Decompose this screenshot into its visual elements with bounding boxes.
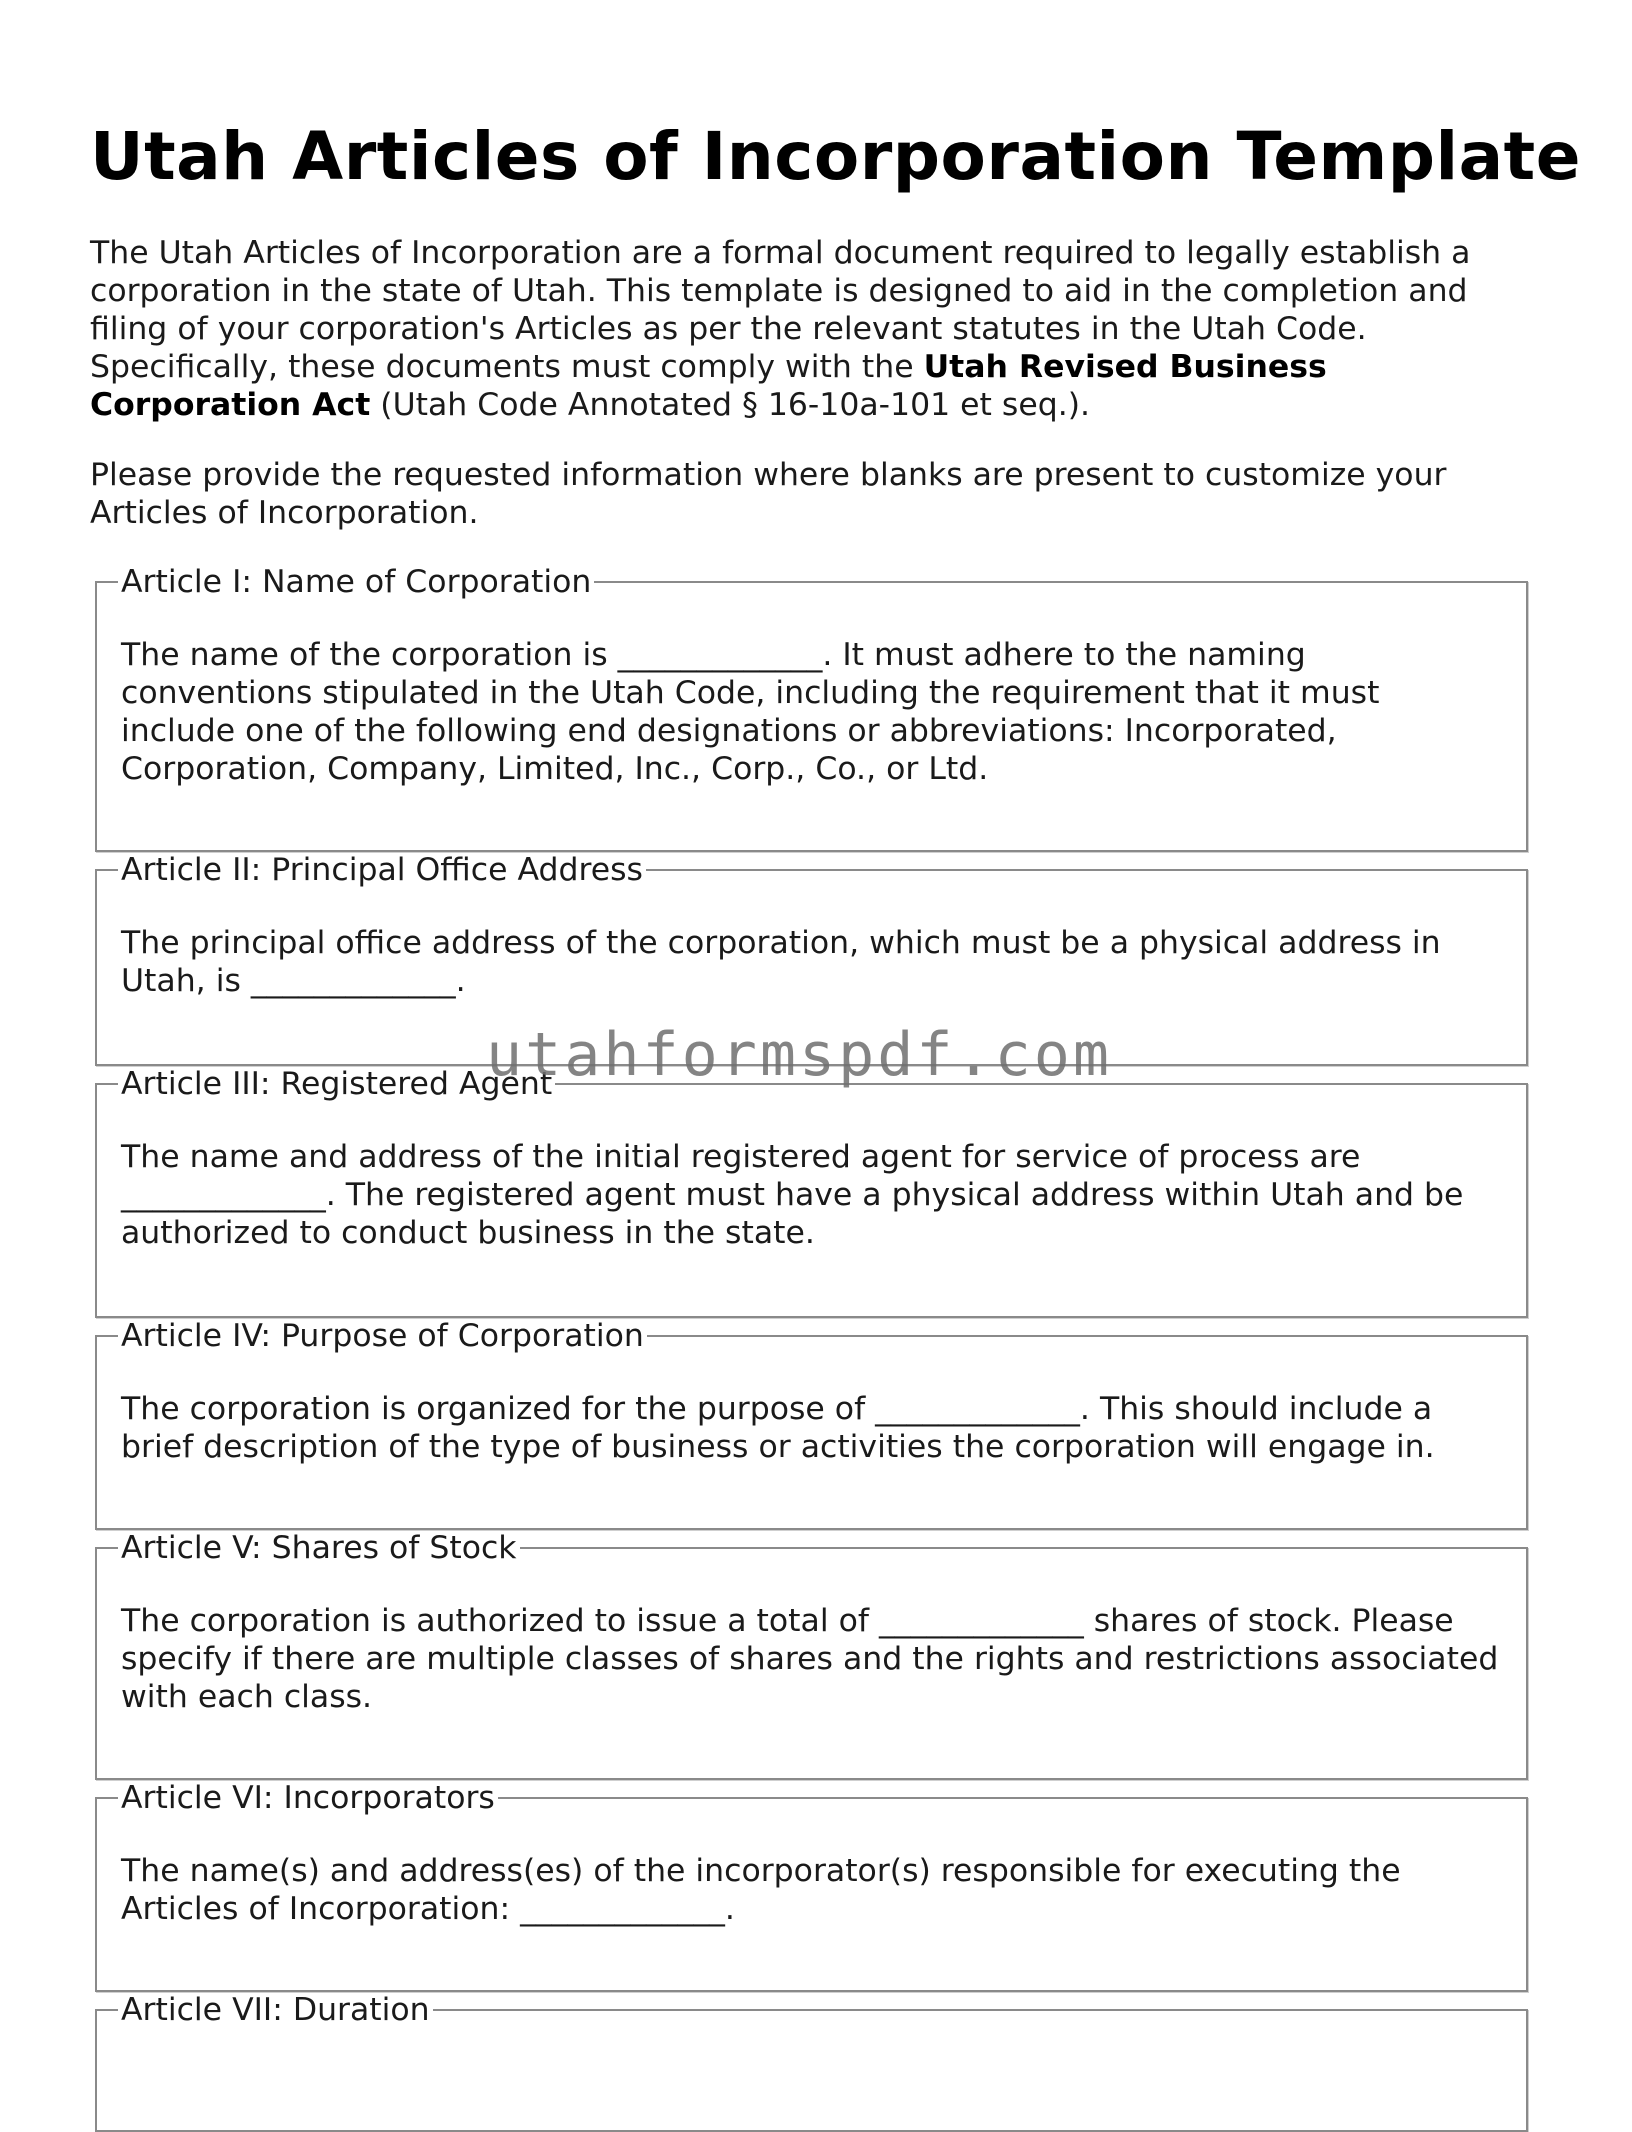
article-2-text: The principal office address of the corporation, which must be a physical address in Utah, is _____________. (121, 925, 1441, 999)
intro-text-after: (Utah Code Annotated § 16-10a-101 et seq.). (370, 387, 1091, 423)
article-7-heading: Article VII: Duration (121, 1992, 430, 2028)
article-2-section (95, 852, 1528, 1066)
article-3-section (95, 1066, 1528, 1318)
intro-paragraph (90, 234, 1540, 424)
article-5-heading: Article V: Shares of Stock (121, 1530, 517, 1566)
site-watermark: utahformspdf.com (486, 1020, 1112, 1090)
article-1-heading: Article I: Name of Corporation (121, 564, 592, 600)
article-3-text: The name and address of the initial registered agent for service of process are _____________. The registered agent must have a physical address within Utah and be authorized to conduct business in the state. (121, 1139, 1464, 1251)
article-6-text: The name(s) and address(es) of the incorporator(s) responsible for executing the Articles of Incorporation: _____________. (121, 1853, 1401, 1927)
page-title: Utah Articles of Incorporation Template (90, 118, 1581, 195)
article-2-heading: Article II: Principal Office Address (121, 852, 643, 888)
article-5-text: The corporation is authorized to issue a total of _____________ shares of stock. Please specify if there are multiple classes of shares and the rights and restrictions associated with each class. (121, 1603, 1499, 1715)
article-7-section (95, 1992, 1528, 2132)
article-5-section (95, 1530, 1528, 1780)
article-1-section (95, 564, 1528, 852)
article-4-text: The corporation is organized for the purpose of _____________. This should include a brief description of the type of business or activities the corporation will engage in. (121, 1391, 1435, 1465)
intro-act-name: Utah Revised Business Corporation Act (90, 349, 1327, 423)
instructions-paragraph: Please provide the requested information where blanks are present to customize your Articles of Incorporation. (90, 457, 1447, 531)
article-6-section (95, 1780, 1528, 1992)
article-4-heading: Article IV: Purpose of Corporation (121, 1318, 644, 1354)
article-6-heading: Article VI: Incorporators (121, 1780, 495, 1816)
article-4-section (95, 1318, 1528, 1530)
article-1-text: The name of the corporation is _____________. It must adhere to the naming conventions stipulated in the Utah Code, including the requirement that it must include one of the following end designations or abbreviations: Incorporated, Corporation, Company, Limited, Inc., Corp., Co., or Ltd. (121, 637, 1380, 787)
article-3-heading: Article III: Registered Agent (121, 1066, 553, 1102)
intro-text-before: The Utah Articles of Incorporation are a formal document required to legally establish a corporation in the state of Utah. This template is designed to aid in the completion and filing of your corporation's Articles as per the relevant statutes in the Utah Code. Specifically, these documents must comply with the (90, 235, 1471, 385)
